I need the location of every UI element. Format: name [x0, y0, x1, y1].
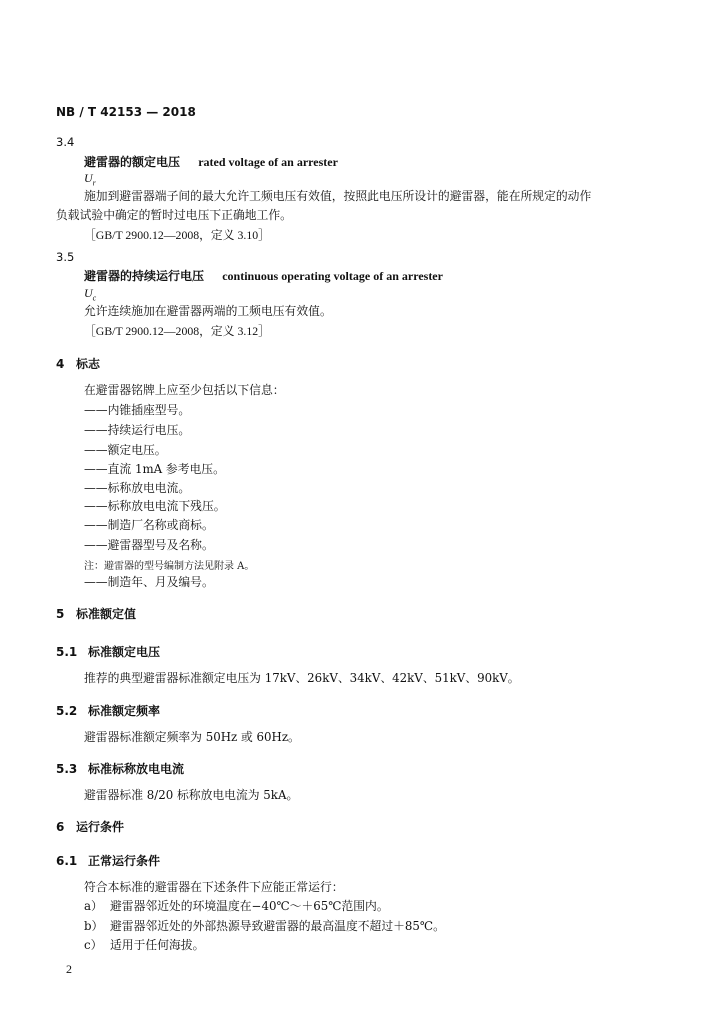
- definition-text: 允许连续施加在避雷器两端的工频电压有效值。: [84, 304, 332, 318]
- section-number: 6: [56, 820, 65, 834]
- definition-text: 负载试验中确定的暂时过电压下正确地工作。: [56, 208, 292, 222]
- subsection-number: 5.2: [56, 704, 78, 718]
- subsection-heading: [56, 643, 160, 660]
- symbol-letter: U: [84, 286, 93, 300]
- term-en: continuous operating voltage of an arrester: [222, 269, 443, 283]
- clause-number: 3.4: [56, 135, 75, 149]
- section-number: 4: [56, 357, 65, 371]
- list-item: ——标称放电电流。: [84, 481, 191, 495]
- symbol-letter: U: [84, 171, 93, 185]
- paragraph: 在避雷器铭牌上应至少包括以下信息：: [84, 383, 285, 397]
- subsection-heading: [56, 760, 184, 777]
- section-heading: [56, 818, 124, 835]
- term-heading: [84, 267, 443, 284]
- term-en: rated voltage of an arrester: [198, 155, 338, 169]
- page-number: 2: [66, 962, 72, 976]
- symbol-subscript: c: [92, 293, 97, 303]
- list-label: a）: [84, 899, 103, 913]
- term-symbol: [84, 286, 96, 302]
- list-item: [84, 898, 389, 915]
- paragraph: 推荐的典型避雷器标准额定电压为 17kV、26kV、34kV、42kV、51kV、90kV。: [84, 671, 520, 685]
- list-item: ——持续运行电压。: [84, 423, 191, 437]
- note: 注：避雷器的型号编制方法见附录 A。: [84, 561, 255, 572]
- list-text: 避雷器邻近处的外部热源导致避雷器的最高温度不超过＋85℃。: [110, 919, 445, 933]
- list-item: [84, 937, 204, 954]
- subsection-heading: [56, 852, 160, 869]
- term-heading: [84, 153, 338, 170]
- term-zh: 避雷器的持续运行电压: [84, 269, 205, 283]
- subsection-number: 5.1: [56, 645, 78, 659]
- list-item: ——避雷器型号及名称。: [84, 538, 214, 552]
- subsection-title: 标准标称放电电流: [88, 762, 185, 776]
- section-number: 5: [56, 607, 65, 621]
- list-item: ——制造厂名称或商标。: [84, 518, 214, 532]
- subsection-number: 5.3: [56, 762, 78, 776]
- list-label: b）: [84, 919, 104, 933]
- list-text: 适用于任何海拔。: [110, 938, 205, 952]
- section-heading: [56, 605, 136, 622]
- clause-number: 3.5: [56, 250, 75, 264]
- section-title: 标志: [76, 357, 101, 371]
- paragraph: 避雷器标准额定频率为 50Hz 或 60Hz。: [84, 730, 300, 744]
- document-number: NB / T 42153 — 2018: [56, 105, 196, 119]
- section-title: 运行条件: [76, 820, 125, 834]
- list-item: ——内锥插座型号。: [84, 403, 191, 417]
- paragraph: 避雷器标准 8/20 标称放电电流为 5kA。: [84, 788, 299, 802]
- section-heading: [56, 355, 100, 372]
- symbol-subscript: r: [92, 178, 96, 188]
- definition-text: 施加到避雷器端子间的最大允许工频电压有效值，按照此电压所设计的避雷器，能在所规定的动作: [84, 189, 592, 203]
- list-item: [84, 918, 445, 935]
- list-item: ——标称放电电流下残压。: [84, 499, 226, 513]
- list-text: 避雷器邻近处的环境温度在−40℃～＋65℃范围内。: [110, 899, 389, 913]
- subsection-title: 标准额定电压: [88, 645, 161, 659]
- term-symbol: [84, 171, 96, 187]
- source-reference: ［GB/T 2900.12—2008，定义 3.10］: [84, 228, 270, 242]
- list-item: ——制造年、月及编号。: [84, 575, 214, 589]
- list-item: ——直流 1mA 参考电压。: [84, 462, 225, 476]
- subsection-title: 标准额定频率: [88, 704, 161, 718]
- term-zh: 避雷器的额定电压: [84, 155, 181, 169]
- subsection-heading: [56, 702, 160, 719]
- paragraph: 符合本标准的避雷器在下述条件下应能正常运行：: [84, 880, 344, 894]
- section-title: 标准额定值: [76, 607, 137, 621]
- list-item: ——额定电压。: [84, 443, 167, 457]
- subsection-title: 正常运行条件: [88, 854, 161, 868]
- subsection-number: 6.1: [56, 854, 78, 868]
- list-label: c）: [84, 938, 103, 952]
- source-reference: ［GB/T 2900.12—2008，定义 3.12］: [84, 324, 270, 338]
